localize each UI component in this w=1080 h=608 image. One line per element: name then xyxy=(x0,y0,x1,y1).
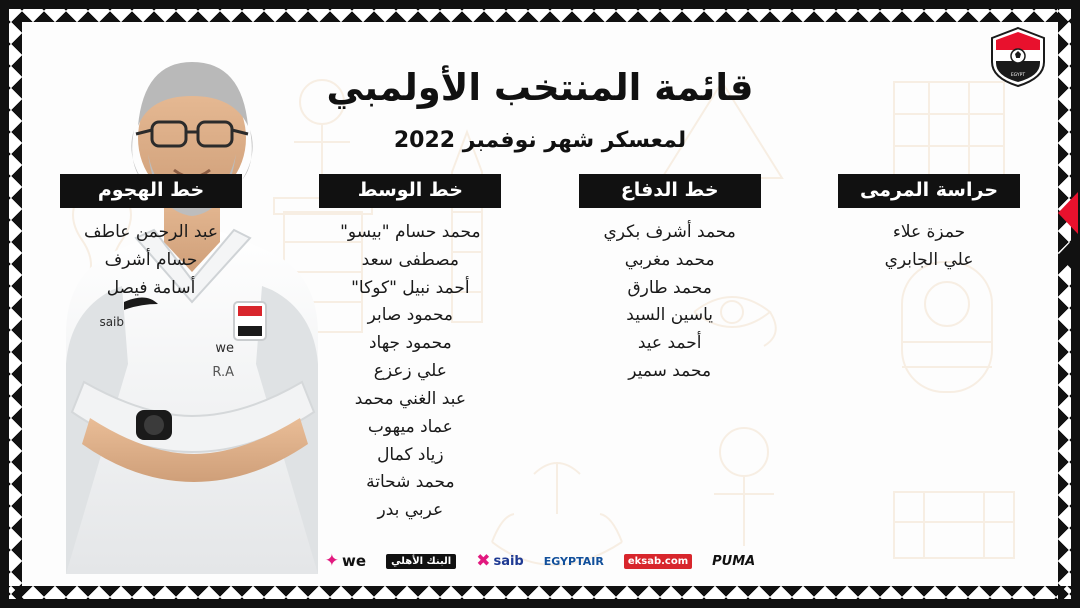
svg-text:we: we xyxy=(215,341,234,356)
list-item: محمود جهاد xyxy=(368,333,452,354)
frame-right xyxy=(1058,0,1080,608)
list-item: محمد طارق xyxy=(627,277,712,298)
poster-page xyxy=(22,22,1058,586)
list-item: محمد أشرف بكري xyxy=(603,222,736,242)
sponsor-label: we xyxy=(342,552,367,570)
sponsor-eksab xyxy=(624,554,692,569)
frame-left xyxy=(0,0,22,608)
column-forwards xyxy=(60,174,242,525)
frame-solid-right xyxy=(1071,0,1080,608)
list-item: علي الجابري xyxy=(884,249,974,270)
squad-columns xyxy=(60,174,1020,525)
list-item: محمد حسام "بيسو" xyxy=(340,222,481,242)
list-item: عبد الرحمن عاطف xyxy=(84,222,219,242)
list-item: زياد كمال xyxy=(377,444,444,465)
frame-solid-bottom xyxy=(0,599,1080,608)
list-item: أحمد عيد xyxy=(637,333,702,354)
list-item: حسام أشرف xyxy=(104,249,198,270)
poster-title: قائمة المنتخب الأولمبي xyxy=(326,66,754,109)
flag-chevron-black xyxy=(1058,234,1078,276)
svg-text:EGYPT: EGYPT xyxy=(1010,73,1026,78)
column-header-forwards: خط الهجوم xyxy=(60,174,242,208)
frame-solid-left xyxy=(0,0,9,608)
list-item: محمود صابر xyxy=(367,305,454,326)
column-header-defenders: خط الدفاع xyxy=(579,174,761,208)
player-list-goalkeepers xyxy=(838,219,1020,275)
sponsor-label: PUMA xyxy=(712,553,756,569)
list-item: ياسين السيد xyxy=(626,305,714,326)
list-item: مصطفى سعد xyxy=(361,249,460,270)
sponsor-puma xyxy=(712,554,755,569)
list-item: أحمد نبيل "كوكا" xyxy=(351,277,470,298)
list-item: عماد ميهوب xyxy=(367,416,453,437)
list-item: أسامة فيصل xyxy=(106,277,196,298)
list-item: عبد الغني محمد xyxy=(354,388,466,409)
sponsor-we xyxy=(325,552,366,570)
sponsor-strip xyxy=(22,552,1058,570)
flag-chevron-red xyxy=(1058,192,1078,234)
column-midfielders xyxy=(319,174,501,525)
sponsor-egyptair xyxy=(544,555,604,568)
sponsor-label: eksab.com xyxy=(624,554,692,569)
player-list-forwards xyxy=(60,219,242,302)
sponsor-label: saib xyxy=(493,553,524,569)
saib-mark-icon: ✖ xyxy=(476,550,491,571)
frame-top xyxy=(0,0,1080,22)
column-defenders xyxy=(579,174,761,525)
sponsor-al-ahly-bank xyxy=(386,554,456,569)
sponsor-label: EGYPTAIR xyxy=(543,554,604,568)
list-item: محمد سمير xyxy=(628,361,712,382)
column-header-midfielders: خط الوسط xyxy=(319,174,501,208)
svg-text:saib: saib xyxy=(99,315,124,329)
sponsor-saib xyxy=(476,550,524,571)
list-item: محمد مغربي xyxy=(624,249,715,270)
frame-solid-top xyxy=(0,0,1080,9)
list-item: عربي بدر xyxy=(377,500,444,521)
list-item: علي زعزع xyxy=(373,361,447,382)
player-list-midfielders xyxy=(319,219,501,525)
list-item: محمد شحاتة xyxy=(366,472,455,493)
frame-bottom xyxy=(0,586,1080,608)
we-dot-icon: ✦ xyxy=(324,550,340,571)
poster-subtitle: لمعسكر شهر نوفمبر 2022 xyxy=(393,128,687,153)
egypt-football-association-crest-icon xyxy=(990,26,1046,88)
sponsor-label: البنك الأهلي xyxy=(386,554,456,569)
player-list-defenders xyxy=(579,219,761,386)
column-header-goalkeepers: حراسة المرمى xyxy=(838,174,1020,208)
list-item: حمزة علاء xyxy=(892,222,966,242)
svg-text:R.A: R.A xyxy=(212,365,234,380)
column-goalkeepers xyxy=(838,174,1020,525)
